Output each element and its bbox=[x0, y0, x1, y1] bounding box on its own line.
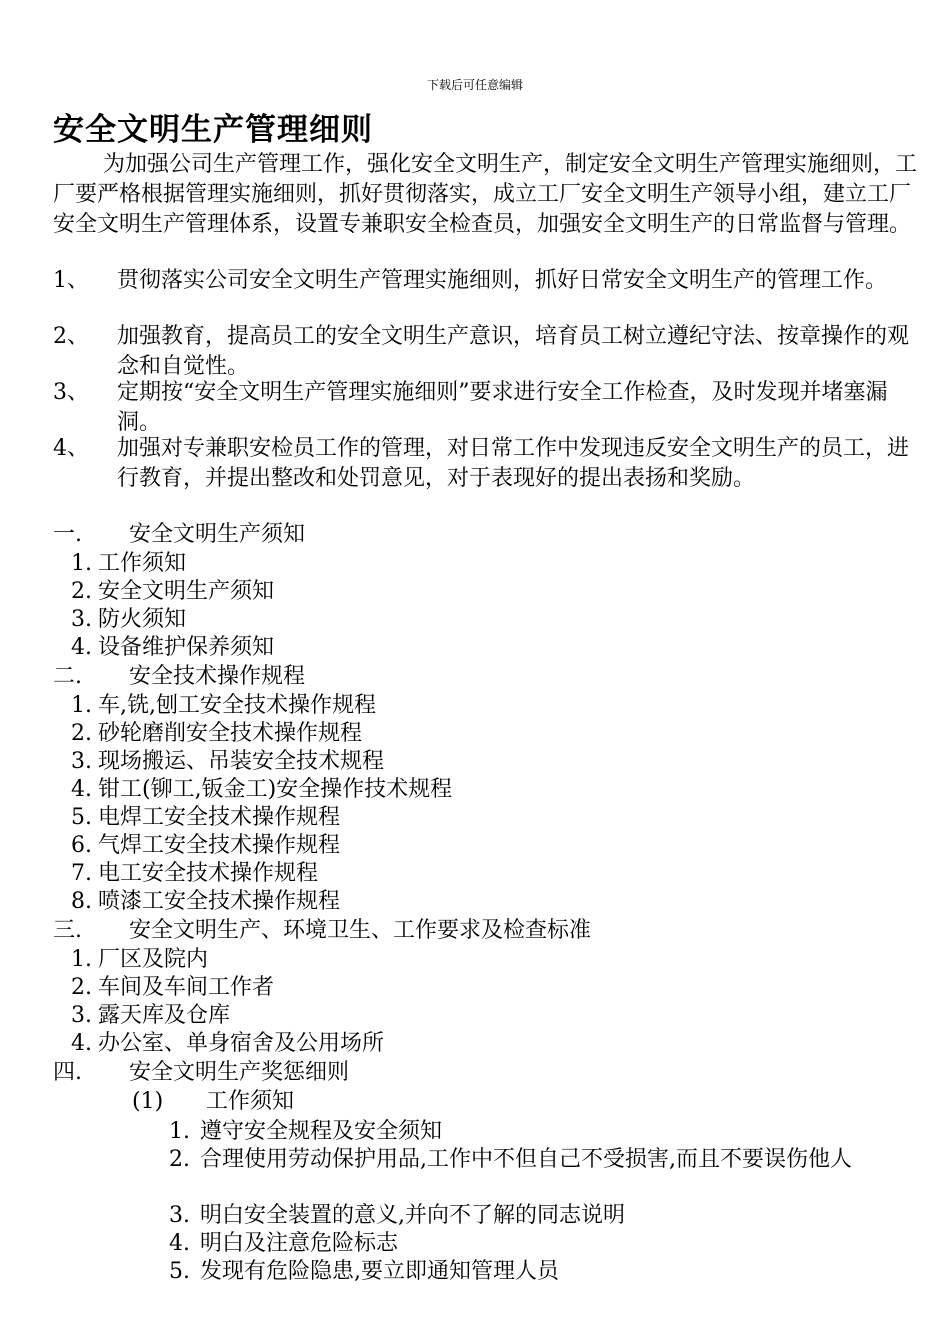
list-item bbox=[60, 832, 340, 860]
list-text: 办公室、单身宿舍及公用场所 bbox=[98, 1031, 385, 1056]
section-heading bbox=[53, 1058, 349, 1088]
list-item bbox=[60, 776, 452, 804]
list-text: 钳工(铆工,钣金工)安全操作技术规程 bbox=[98, 777, 453, 802]
list-number: 1. bbox=[71, 693, 92, 718]
list-number: 2. bbox=[71, 975, 92, 1000]
item-text: 贯彻落实公司安全文明生产管理实施细则，抓好日常安全文明生产的管理工作。 bbox=[117, 268, 888, 293]
list-text: 发现有危险隐患,要立即通知管理人员 bbox=[200, 1259, 559, 1284]
list-item bbox=[60, 578, 274, 606]
list-item bbox=[166, 1118, 906, 1146]
list-number: 4. bbox=[71, 1031, 92, 1056]
list-text: 砂轮磨削安全技术操作规程 bbox=[98, 721, 363, 746]
list-text: 防火须知 bbox=[98, 607, 187, 632]
list-item bbox=[60, 974, 274, 1002]
section-heading bbox=[53, 916, 591, 946]
list-item bbox=[60, 888, 340, 916]
list-item bbox=[60, 860, 318, 888]
item-text: 加强对专兼职安检员工作的管理，对日常工作中发现违反安全文明生产的员工，进行教育，并提出整改和处罚意见，对于表现好的提出表扬和奖励。 bbox=[117, 436, 910, 491]
list-number: 1. bbox=[169, 1119, 190, 1144]
item-number: 1、 bbox=[53, 268, 89, 293]
section-title: 安全文明生产奖惩细则 bbox=[129, 1060, 350, 1085]
list-number: 5. bbox=[169, 1259, 190, 1284]
list-item bbox=[166, 1146, 906, 1174]
list-item bbox=[60, 634, 274, 662]
list-item bbox=[60, 692, 376, 720]
sub-heading bbox=[132, 1088, 294, 1116]
list-number: 4. bbox=[71, 635, 92, 660]
section-title: 安全文明生产、环境卫生、工作要求及检查标准 bbox=[129, 918, 592, 943]
list-text: 车,铣,刨工安全技术操作规程 bbox=[98, 693, 376, 718]
list-text: 合理使用劳动保护用品,工作中不但自己不受损害,而且不要误伤他人 bbox=[200, 1147, 852, 1172]
list-text: 喷漆工安全技术操作规程 bbox=[98, 889, 341, 914]
list-item bbox=[166, 1202, 906, 1230]
list-text: 电焊工安全技术操作规程 bbox=[98, 805, 341, 830]
item-number: 3、 bbox=[53, 380, 89, 405]
sub-heading-number: (1) bbox=[132, 1089, 164, 1114]
item-number: 4、 bbox=[53, 436, 89, 461]
list-number: 3. bbox=[71, 749, 92, 774]
list-number: 2. bbox=[169, 1147, 190, 1172]
list-text: 明白安全装置的意义,并向不了解的同志说明 bbox=[200, 1203, 625, 1228]
section-number: 四. bbox=[53, 1060, 82, 1085]
item-number: 2、 bbox=[53, 324, 89, 349]
section-number: 一. bbox=[53, 522, 82, 547]
section-number: 三. bbox=[53, 918, 82, 943]
numbered-item bbox=[53, 322, 918, 382]
list-number: 3. bbox=[169, 1203, 190, 1228]
section-number: 二. bbox=[53, 664, 82, 689]
list-text: 安全文明生产须知 bbox=[98, 579, 275, 604]
numbered-item bbox=[53, 266, 918, 296]
list-item bbox=[60, 606, 186, 634]
list-text: 车间及车间工作者 bbox=[98, 975, 275, 1000]
list-item bbox=[60, 550, 186, 578]
header-note: 下载后可任意编辑 bbox=[426, 78, 523, 92]
list-number: 5. bbox=[71, 805, 92, 830]
list-item bbox=[60, 1030, 384, 1058]
list-number: 8. bbox=[71, 889, 92, 914]
section-heading bbox=[53, 662, 305, 692]
list-number: 4. bbox=[169, 1231, 190, 1256]
list-item bbox=[60, 804, 340, 832]
list-number: 2. bbox=[71, 721, 92, 746]
item-text: 定期按“安全文明生产管理实施细则”要求进行安全工作检查，及时发现并堵塞漏洞。 bbox=[117, 380, 888, 435]
list-item bbox=[166, 1258, 906, 1286]
list-text: 明白及注意危险标志 bbox=[200, 1231, 399, 1256]
list-text: 露天库及仓库 bbox=[98, 1003, 231, 1028]
list-text: 现场搬运、吊装安全技术规程 bbox=[98, 749, 385, 774]
list-number: 3. bbox=[71, 607, 92, 632]
list-item bbox=[60, 1002, 230, 1030]
list-number: 2. bbox=[71, 579, 92, 604]
list-number: 3. bbox=[71, 1003, 92, 1028]
list-text: 遵守安全规程及安全须知 bbox=[200, 1119, 443, 1144]
list-text: 工作须知 bbox=[98, 551, 187, 576]
intro-paragraph: 为加强公司生产管理工作，强化安全文明生产，制定安全文明生产管理实施细则，工厂要严格根据管理实施细则，抓好贯彻落实，成立工厂安全文明生产领导小组，建立工厂安全文明生产管理体系，设置专兼职安全检查员，加强安全文明生产的日常监督与管理。 bbox=[53, 152, 918, 237]
list-text: 设备维护保养须知 bbox=[98, 635, 275, 660]
item-text: 加强教育，提高员工的安全文明生产意识，培育员工树立遵纪守法、按章操作的观念和自觉性。 bbox=[117, 324, 910, 379]
list-text: 厂区及院内 bbox=[98, 947, 209, 972]
list-number: 6. bbox=[71, 833, 92, 858]
list-item bbox=[166, 1230, 906, 1258]
list-number: 1. bbox=[71, 947, 92, 972]
list-text: 气焊工安全技术操作规程 bbox=[98, 833, 341, 858]
list-number: 4. bbox=[71, 777, 92, 802]
numbered-item bbox=[53, 434, 918, 494]
list-number: 1. bbox=[71, 551, 92, 576]
numbered-item bbox=[53, 378, 918, 438]
section-title: 安全技术操作规程 bbox=[129, 664, 306, 689]
document-title: 安全文明生产管理细则 bbox=[53, 112, 373, 148]
list-text: 电工安全技术操作规程 bbox=[98, 861, 319, 886]
section-heading bbox=[53, 520, 305, 550]
list-item bbox=[60, 720, 362, 748]
sub-heading-text: 工作须知 bbox=[206, 1089, 295, 1114]
list-item bbox=[60, 748, 384, 776]
list-item bbox=[60, 946, 208, 974]
section-title: 安全文明生产须知 bbox=[129, 522, 306, 547]
list-number: 7. bbox=[71, 861, 92, 886]
